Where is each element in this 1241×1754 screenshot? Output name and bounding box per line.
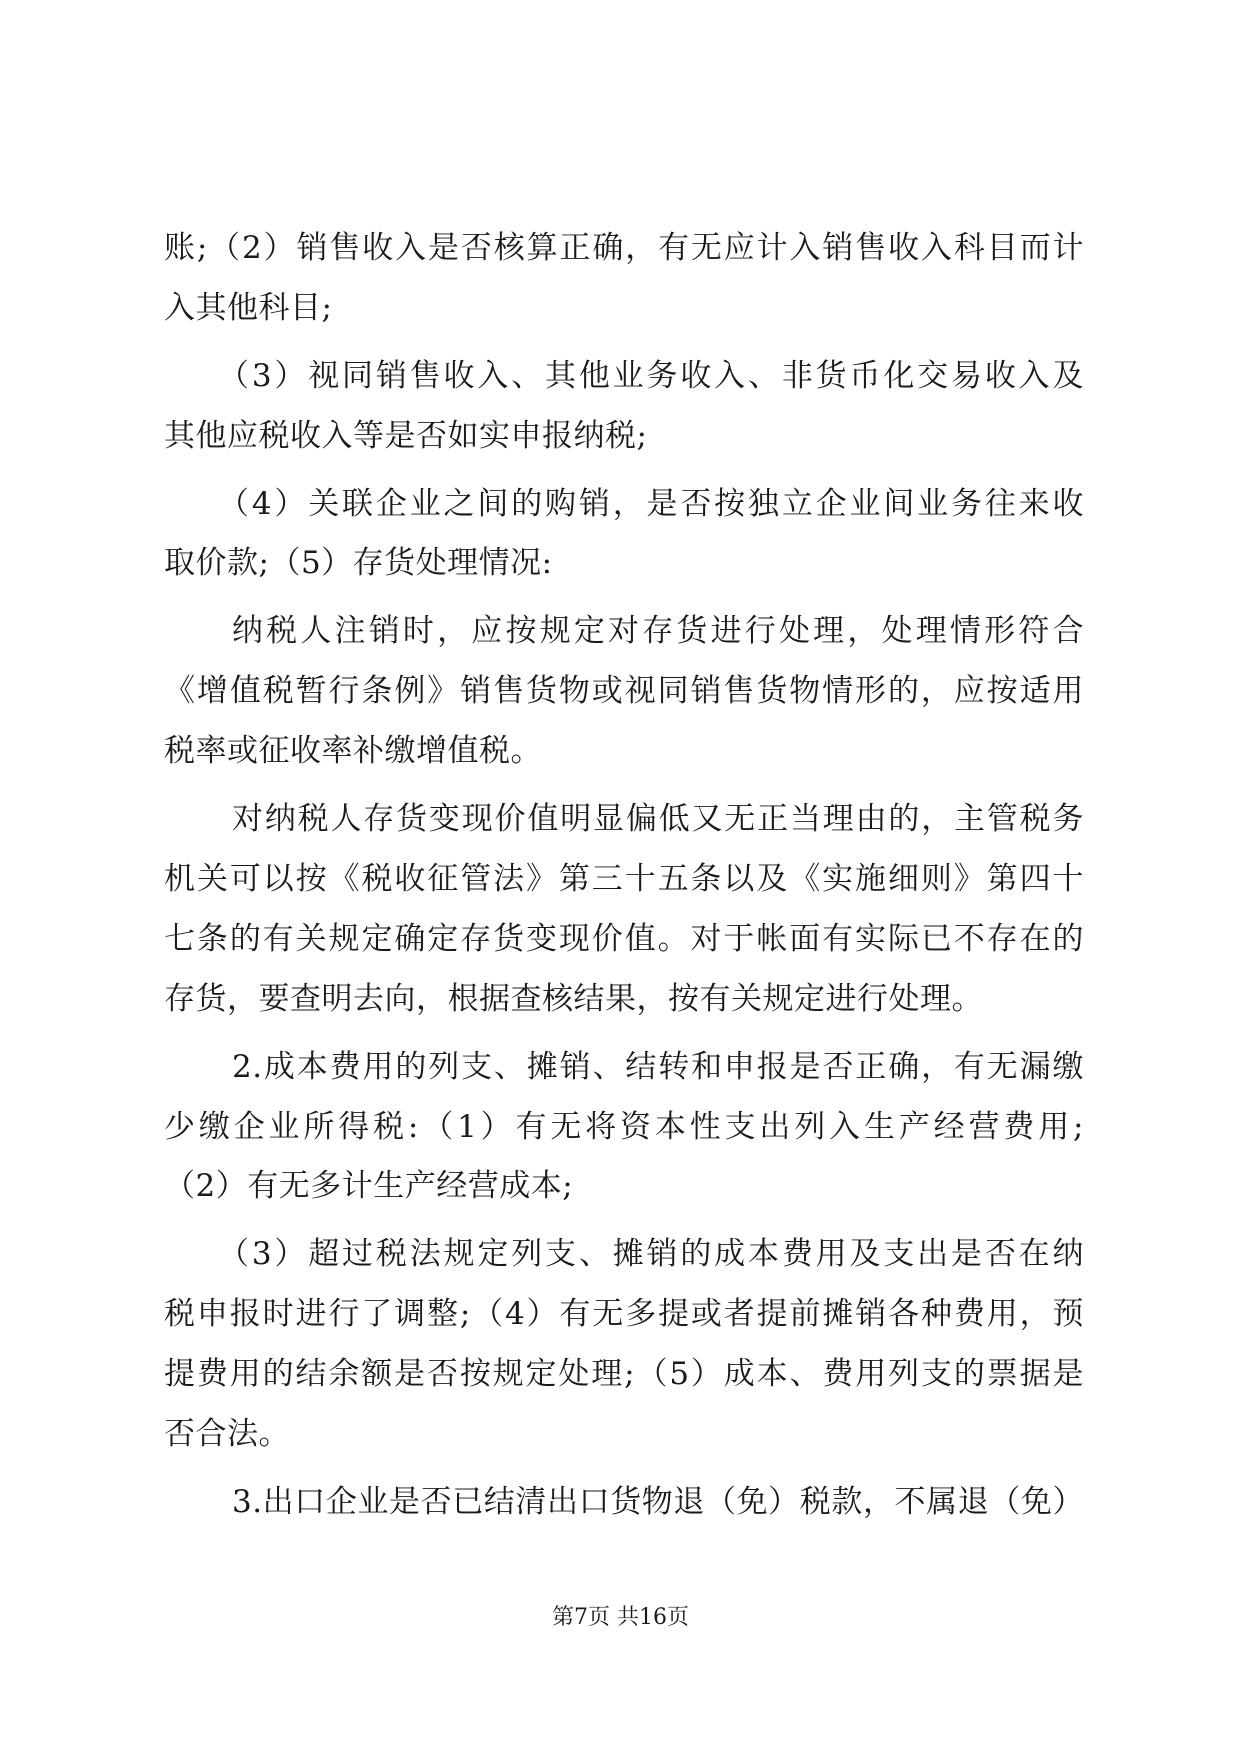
text-line: 取价款;（5）存货处理情况: bbox=[164, 545, 553, 581]
text-line: 账;（2）销售收入是否核算正确，有无应计入销售收入科目而计 bbox=[164, 230, 1084, 266]
text-line: （3）超过税法规定列支、摊销的成本费用及支出是否在纳 bbox=[218, 1236, 1084, 1272]
text-line: （4）关联企业之间的购销，是否按独立企业间业务往来收 bbox=[218, 486, 1084, 522]
text-line: （3）视同销售收入、其他业务收入、非货币化交易收入及 bbox=[218, 358, 1084, 394]
text-line: 2.成本费用的列支、摊销、结转和申报是否正确，有无漏缴 bbox=[232, 1049, 1084, 1085]
text-line: 机关可以按《税收征管法》第三十五条以及《实施细则》第四十 bbox=[164, 861, 1084, 897]
text-line: 少缴企业所得税:（1）有无将资本性支出列入生产经营费用; bbox=[164, 1109, 1084, 1145]
text-line: 入其他科目; bbox=[164, 290, 333, 326]
text-line: 其他应税收入等是否如实申报纳税; bbox=[164, 418, 648, 454]
text-line: 税申报时进行了调整;（4）有无多提或者提前摊销各种费用，预 bbox=[164, 1296, 1084, 1332]
text-line: 存货，要查明去向，根据查核结果，按有关规定进行处理。 bbox=[164, 981, 983, 1017]
text-line: 税率或征收率补缴增值税。 bbox=[164, 733, 542, 769]
text-line: 纳税人注销时，应按规定对存货进行处理，处理情形符合 bbox=[232, 613, 1084, 649]
text-line: 《增值税暂行条例》销售货物或视同销售货物情形的，应按适用 bbox=[164, 673, 1084, 709]
text-line: 对纳税人存货变现价值明显偏低又无正当理由的，主管税务 bbox=[232, 801, 1084, 837]
text-line: 3.出口企业是否已结清出口货物退（免）税款，不属退（免） bbox=[232, 1484, 1084, 1520]
page-footer: 第7页 共16页 bbox=[552, 1605, 689, 1630]
text-line: 七条的有关规定确定存货变现价值。对于帐面有实际已不存在的 bbox=[164, 921, 1084, 957]
text-line: 提费用的结余额是否按规定处理;（5）成本、费用列支的票据是 bbox=[164, 1356, 1084, 1392]
text-line: （2）有无多计生产经营成本; bbox=[164, 1168, 574, 1204]
text-line: 否合法。 bbox=[164, 1416, 290, 1452]
